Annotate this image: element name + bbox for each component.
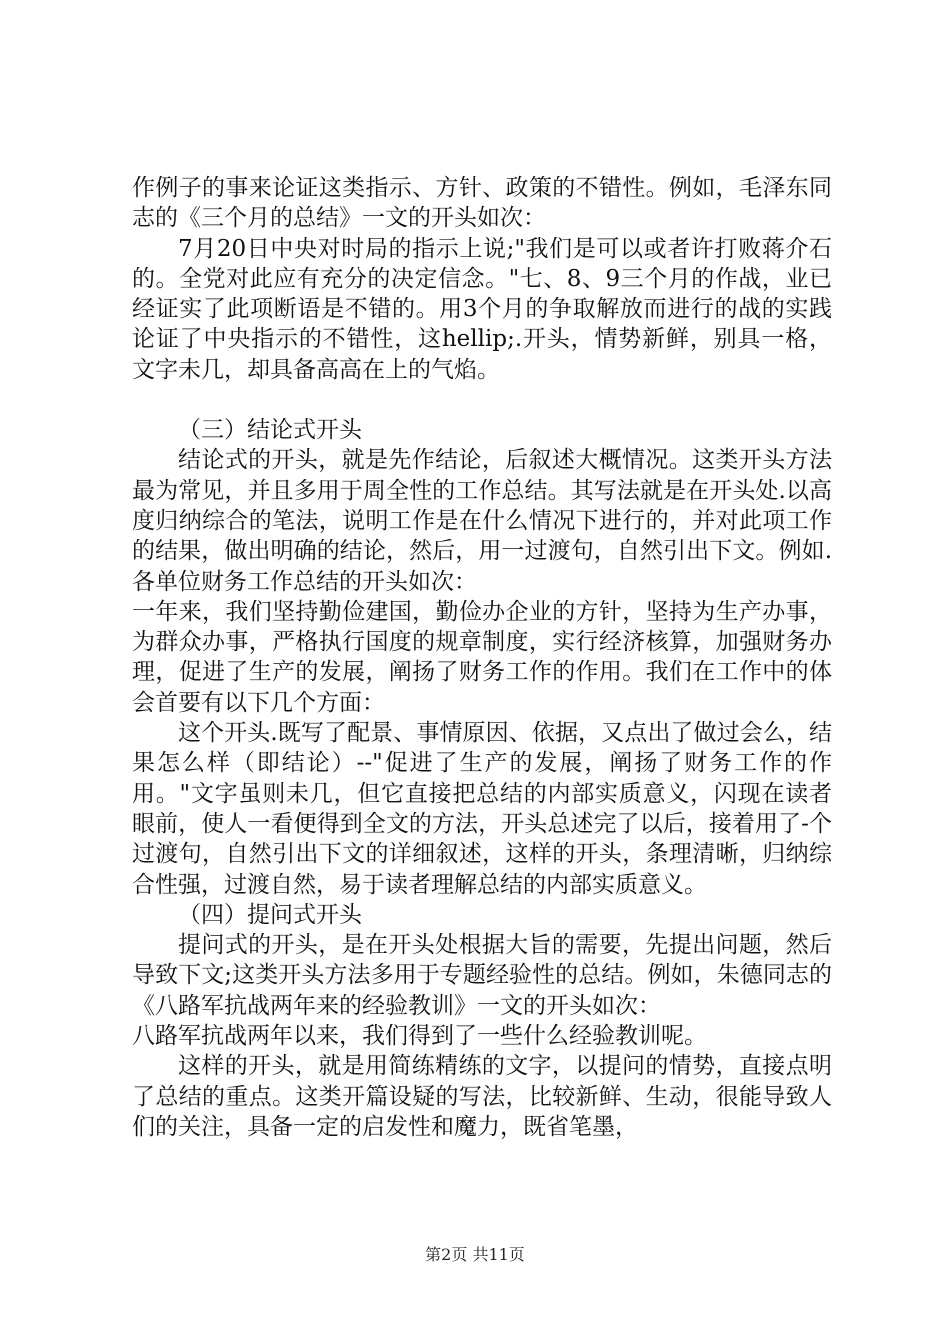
paragraph-conclusion-analysis: 这个开头.既写了配景、事情原因、依据，又点出了做过会么，结果怎么样（即结论）--"促进了生产的发展，阐扬了财务工作的作用。"文字虽则未几，但它直接把总结的内部实质意义，闪现在读者眼前，使人一看便得到全文的方法，开头总述完了以后，接着用了-个过渡句，自然引出下文的详细叙述，这样的开头，条理清晰，归纳综合性强，过渡自然，易于读者理解总结的内部实质意义。 xyxy=(132,720,832,898)
page-number-footer: 第2页 共11页 xyxy=(425,1245,525,1264)
paragraph-quote-mao: 7月20日中央对时局的指示上说;"我们是可以或者许打败蒋介石的。全党对此应有充分的决定信念。"七、8、9三个月的作战，业已经证实了此项断语是不错的。用3个月的争取解放而进行的战的实践论证了中央指示的不错性，这hellip;.开头，情势新鲜，别具一格，文字未几，却具备高高在上的气焰。 xyxy=(132,235,832,383)
paragraph-continuation: 作例子的事来论证这类指示、方针、政策的不错性。例如，毛泽东同志的《三个月的总结》一文的开头如次： xyxy=(132,175,832,232)
document-body xyxy=(132,173,832,1142)
paragraph-question-analysis: 这样的开头，就是用简练精练的文字，以提问的情势，直接点明了总结的重点。这类开篇设疑的写法，比较新鲜、生动，很能导致人们的关注，具备一定的启发性和魔力，既省笔墨， xyxy=(132,1053,832,1140)
section-heading-conclusion: （三）结论式开头 xyxy=(178,417,362,444)
paragraph-question-intro: 提问式的开头，是在开头处根据大旨的需要，先提出问题，然后导致下文;这类开头方法多用于专题经验性的总结。例如，朱德同志的《八路军抗战两年来的经验教训》一文的开头如次： xyxy=(132,932,832,1019)
paragraph-gap xyxy=(132,385,832,415)
section-heading-question: （四）提问式开头 xyxy=(178,901,362,928)
paragraph-question-example: 八路军抗战两年以来，我们得到了一些什么经验教训呢。 xyxy=(132,1023,707,1050)
paragraph-conclusion-intro: 结论式的开头，就是先作结论，后叙述大概情况。这类开头方法最为常见，并且多用于周全性的工作总结。其写法就是在开头处.以高度归纳综合的笔法，说明工作是在什么情况下进行的，并对此项工作的结果，做出明确的结论，然后，用一过渡句，自然引出下文。例如.各单位财务工作总结的开头如次： xyxy=(132,447,832,595)
paragraph-conclusion-example: 一年来，我们坚持勤俭建国，勤俭办企业的方针，坚持为生产办事，为群众办事，严格执行国度的规章制度，实行经济核算，加强财务办理，促进了生产的发展，阐扬了财务工作的作用。我们在工作中的体会首要有以下几个方面： xyxy=(132,598,832,716)
